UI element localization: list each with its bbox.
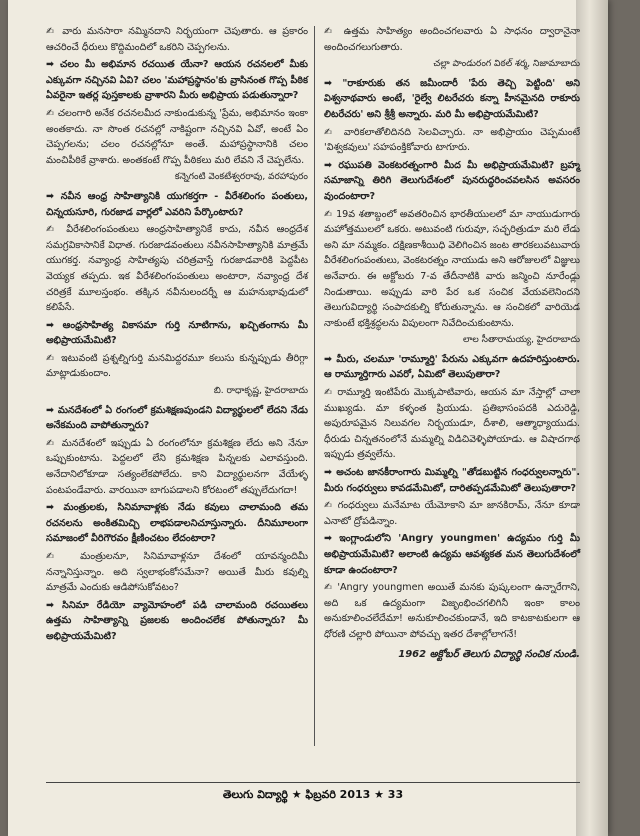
- question-block: [324, 76, 580, 123]
- block-text: చల్లా పాండురంగ విఠల్ శర్మ, నిజామాబాదు: [433, 59, 580, 70]
- question-block: [324, 352, 580, 383]
- page-footer: తెలుగు విద్యార్థి ★ ఫిబ్రవరి 2013 ★ 33: [222, 788, 404, 801]
- block-text: మనదేశంలో ఇప్పుడు ఏ రంగంలోనూ క్రమశిక్షణ లేదు అని నేనూ ఒప్పుకుంటాను. పెద్దలలో లేని క్రమశిక్షణ పిన్నలకు ఎలావస్తుంది. అనేదానిలోకూడా సత్యంలేకపోలేదు. కాని విద్యార్థులనగా వేయేళ్ళ పంటపండేవారు. వారయినా బాగుపడాలని కోరటంలో తప్పులేదుగదా!: [46, 437, 308, 496]
- block-text: రామ్మూర్తి ఇంటిపేరు మొక్కపాటివారు, ఆయన మా నేస్తాల్లో చాలా ముఖ్యుడు. మా కళ్ళంత ప్రియుడు. ప్రతిభాసంపదకి ఎదురెడ్డి, అపురూపమైన నిలువగల నిర్భయుడూ, దీశాలి, ఆత్మాధ్యాయుడు. ధీరుడు చిన్నతనంలోనే మమ్మల్ని విడిచివెళ్ళిపోయాడు. ఆ విషాదగాథ ఇప్పుడు త్రవ్వలేను.: [324, 387, 580, 461]
- block-text: ఆంధ్రసాహిత్య వికాసమా గుర్తి నూటిగాను, ఖచ్చితంగాను మీ అభిప్రాయమేమిటి?: [46, 319, 308, 347]
- block-text: వారు మనసారా నమ్మినదాని నిర్భయంగా చెపుతారు. ఆ ప్రకారం ఆచరించే ధీరులు కొద్దిమందిలో ఒకరిని చెప్పగలను.: [46, 26, 308, 53]
- left-column: [46, 24, 308, 647]
- block-text: 19వ శతాబ్దంలో అవతరించిన భారతీయులలో మా నాయుడుగారు మహోత్తములలో ఒకరు. అటువంటి గురువూ, సచ్ఛరిత్రుడూ మరి లేడు అని మా నమ్మకం. దక్షిణకాశీయిధి వెలిగించిన జంట తారకలువటువారు వీరేశలింగంపంతులు, వెంకటరత్నం నాయుడు అని ఆరోజులలో విజ్ఞులు అనేవారు. ఈ అక్టోబరు 7-వ తేదీనాటికి వారు జన్మించి నూరేండ్లు నిండుతాయి. అప్పుడు వారి పేర ఒక సంచిక వేయవలెనిందని తెలుగువిద్యార్థి సంపాదకుల్ని కోరుతున్నాను. ఆ సంచికలో వారియెడ నాకుంటే భక్తిశ్రద్ధలను విపులంగా నివేదించుకుంటాను.: [324, 208, 580, 329]
- question-block: [324, 531, 580, 578]
- page-edge: [576, 0, 608, 836]
- answer-block: [324, 207, 580, 332]
- source-note: 1962 అక్టోబర్ తెలుగు విద్యార్థి సంచిక నుండి.: [398, 648, 580, 660]
- pen-icon: ✍: [324, 208, 337, 220]
- question-block: [46, 598, 308, 645]
- pen-icon: ✍: [46, 26, 63, 37]
- question-block: [324, 158, 580, 205]
- arrow-icon: ➡: [324, 533, 340, 545]
- block-text: ఇటువంటి ప్రశ్నల్నిగుర్తి మనమిద్దరమూ కలుసు కున్నప్పుడు తీరిగ్గా మాట్లాడుకుందాం.: [46, 352, 308, 380]
- block-text: "రాకూరుకు తన జమీందారీ 'పేరు తెచ్చి పెట్టింది' అని విశ్వనాథవారు అంటే, 'రైల్వే లిటరేచరు కన్నా హీనమైనది రాకూరు లిటరేచరు' అని శ్రీశ్రీ అన్నారు. మరి మీ అభిప్రాయమేమిటి?: [324, 77, 580, 120]
- answer-block: [46, 351, 308, 382]
- answer-block: [46, 549, 308, 596]
- block-text: చలంగారి అనేక రచనలమీద నాకుండుకున్న 'ప్రేమ, అభిమానం ఇంకా అంతకాదు. నా సొంత రచనల్లో నాకిష్టంగా నచ్చినవి ఏవో, అంటే ఏం చెప్పగలను; చలం రచనల్లోనూ అంతే. మహాప్రస్థానానికి చలం మంచిపీఠికే వ్రాశారు. అంతకంటే గొప్ప పీఠికలు మరి లేవని నే చెప్పలేను.: [46, 107, 309, 166]
- footer-rule: [46, 782, 580, 783]
- block-text: ఇంగ్లాండులోని 'Angry youngmen' ఉద్యమం గుర్తి మీ అభిప్రాయమేమిటి? అలాంటి ఉద్యమ ఆవశ్యకత మన తెలుగుదేశంలో కూడా ఉందంటారా?: [324, 533, 580, 576]
- question-block: [46, 403, 308, 434]
- block-text: వారికలాతోలిదినది సెలవిచ్చారు. నా అభిప్రాయం చెప్పమంటే 'విశ్వకవులు' సహపంక్తికోవారు టాగూరు.: [324, 126, 580, 154]
- answer-block: [46, 436, 308, 498]
- block-text: లాల సీతారామయ్య, హైదరాబాదు: [462, 335, 580, 346]
- pen-icon: ✍: [324, 582, 338, 594]
- arrow-icon: ➡: [324, 77, 343, 89]
- question-block: [46, 189, 308, 220]
- question-block: [46, 318, 308, 349]
- question-block: [46, 57, 308, 104]
- arrow-icon: ➡: [324, 159, 339, 171]
- answer-block: [46, 24, 308, 55]
- answer-block: [324, 385, 580, 463]
- block-text: మీరు, చలమూ 'రామ్మూర్తి' పేరును ఎక్కువగా ఉదహరిస్తుంటారు. ఆ రామ్మూర్తిగారు ఎవరో, ఏమిటో తెలుపుతారా?: [324, 353, 580, 381]
- block-text: మంత్రులనూ, సినిమావాళ్లనూ దేశంలో యావన్మందిమీ నన్నానిస్తున్నాం. అది స్వలాభంకోసమేనా? అయితే మీరు కవుల్ని మాత్రమే ఎందుకు ఆడిపోసుకోవటం?: [46, 551, 308, 594]
- pen-icon: ✍: [46, 352, 62, 364]
- block-text: బి. రాధాకృష్ణ, హైదరాబాదు: [213, 386, 308, 397]
- block-text: గంధర్వులు మనేమాట యేమోకాని మా జానకిరామ్, నేనూ కూడా ఎనాటో ద్రోపడిన్నాం.: [324, 500, 580, 527]
- magazine-page: [8, 0, 608, 836]
- answer-block: [46, 222, 308, 316]
- questioner-signature: [324, 333, 580, 349]
- arrow-icon: ➡: [46, 404, 58, 416]
- pen-icon: ✍: [46, 224, 67, 236]
- question-block: [324, 465, 580, 496]
- answer-block: [324, 24, 580, 55]
- block-text: అచంట జానకీరాంగారు మిమ్మల్ని "తోడబుట్టిన గంధర్వులన్నారు". మీరు గంధర్వులు కావడమేమిటో, దారితప్పడమేమిటో తెలుపుతారా?: [324, 467, 580, 494]
- block-text: చలం మీ అభిమాన రచయిత యేనా? ఆయన రచనలలో మీకు ఎక్కువగా నచ్చినవి ఏవి? చలం 'మహాప్రస్థానం'కు వ్రాసినంత గొప్ప పీఠిక ఏవరైనా ఇతర్ల పుస్తకాలకు వ్రాశారని మీరు అభిప్రాయ పడుతున్నారా?: [46, 59, 308, 102]
- question-block: [46, 500, 308, 547]
- block-text: ఉత్తమ సాహిత్యం అందించగలవారు ఏ సాధనం ద్వారానైనా అందించగలుగుతారు.: [324, 26, 580, 53]
- block-text: నవీన ఆంధ్ర సాహిత్యానికి యుగకర్తగా - వీరేశలింగం పంతులు, చిన్నయసూరి, గురజాడ వార్లలో ఎవరిని పేర్కొంటారు?: [46, 190, 308, 218]
- pen-icon: ✍: [324, 387, 338, 399]
- block-text: రఘుపతి వెంకటరత్నంగారి మీద మీ అభిప్రాయమేమిటి? బ్రహ్మ సమాజాన్ని తిరిగి తెలుగుదేశంలో పునరుద్ధరించవలసిన అవసరం వుందంటారా?: [324, 159, 580, 202]
- answer-block: [324, 125, 580, 156]
- pen-icon: ✍: [324, 26, 344, 37]
- answer-block: [46, 106, 308, 168]
- arrow-icon: ➡: [324, 353, 337, 365]
- block-text: మంత్రులకు, సినిమావాళ్లకు నేడు కవులు చాలామంది తమ రచనలను అంకితమిచ్చి లాభపడాలనిచూస్తున్నారు. దీనిమూలంగా సమాజంలో వీరిగౌరవం క్షీణించటం లేదంటారా?: [46, 502, 308, 545]
- arrow-icon: ➡: [46, 59, 61, 71]
- pen-icon: ✍: [46, 107, 58, 119]
- block-text: సినిమా రేడియో వ్యామోహంలో పడి చాలామంది రచయితలు ఉత్తమ సాహిత్యాన్ని ప్రజలకు అందించలేక పోతున్నారు? మీ అభిప్రాయమేమిటి?: [46, 599, 308, 642]
- column-divider: [314, 26, 315, 746]
- pen-icon: ✍: [46, 551, 81, 562]
- arrow-icon: ➡: [324, 467, 337, 479]
- block-text: వీరేశలింగంపంతులు ఆంధ్రసాహిత్యానికే కాదు, నవీన ఆంధ్రదేశ సమగ్రవికాసానికే విధాత. గురజాడవంతులు నవీనసాహిత్యానికి మాత్రమే యుగకర్త. నవ్యాంధ్ర సాహిత్యపు చరిత్రవాస్తే గురజాడవారికి పెద్దపీట వెయ్యక తప్పదు. ఇక వీరేశలింగంపంతులు అంటారా, నవ్యాంధ్ర దేశ చరిత్రకే మూలస్తంభం. తక్కిన నవీనులందర్నీ ఆ మహనుభావుడులో కలిపేసే.: [46, 224, 308, 314]
- block-text: మనదేశంలో ఏ రంగంలో క్రమశిక్షణపుండని విద్యార్థులలో లేదని నేడు అనేకమంది వాపోతున్నారు?: [46, 404, 308, 432]
- pen-icon: ✍: [46, 437, 62, 449]
- questioner-signature: [46, 170, 308, 186]
- pen-icon: ✍: [324, 500, 338, 512]
- arrow-icon: ➡: [46, 502, 64, 514]
- pen-icon: ✍: [324, 126, 344, 138]
- block-text: కన్నెగంటి వెంకటేశ్వరరావు, వరహాపురం: [174, 172, 308, 183]
- arrow-icon: ➡: [46, 319, 63, 331]
- questioner-signature: [324, 57, 580, 73]
- answer-block: [324, 498, 580, 529]
- arrow-icon: ➡: [46, 190, 61, 202]
- arrow-icon: ➡: [46, 599, 63, 611]
- answer-block: [324, 580, 580, 642]
- right-column: [324, 24, 580, 662]
- block-text: 'Angry youngmen అయితే మనకు పుష్కలంగా ఉన్నారేగాని, అది ఒక ఉద్యమంగా విజృంభించగలిగినీ ఇంకా కాలం అనుకూలించలేదేమా! అనుకూలించకుండానే, ఇది కాటకాటకులగా ఆ ధోరణి చల్లారి పోయినా పోవచ్చు ఇతర దేశాల్లోలాగనే!: [324, 582, 580, 640]
- questioner-signature: [46, 384, 308, 400]
